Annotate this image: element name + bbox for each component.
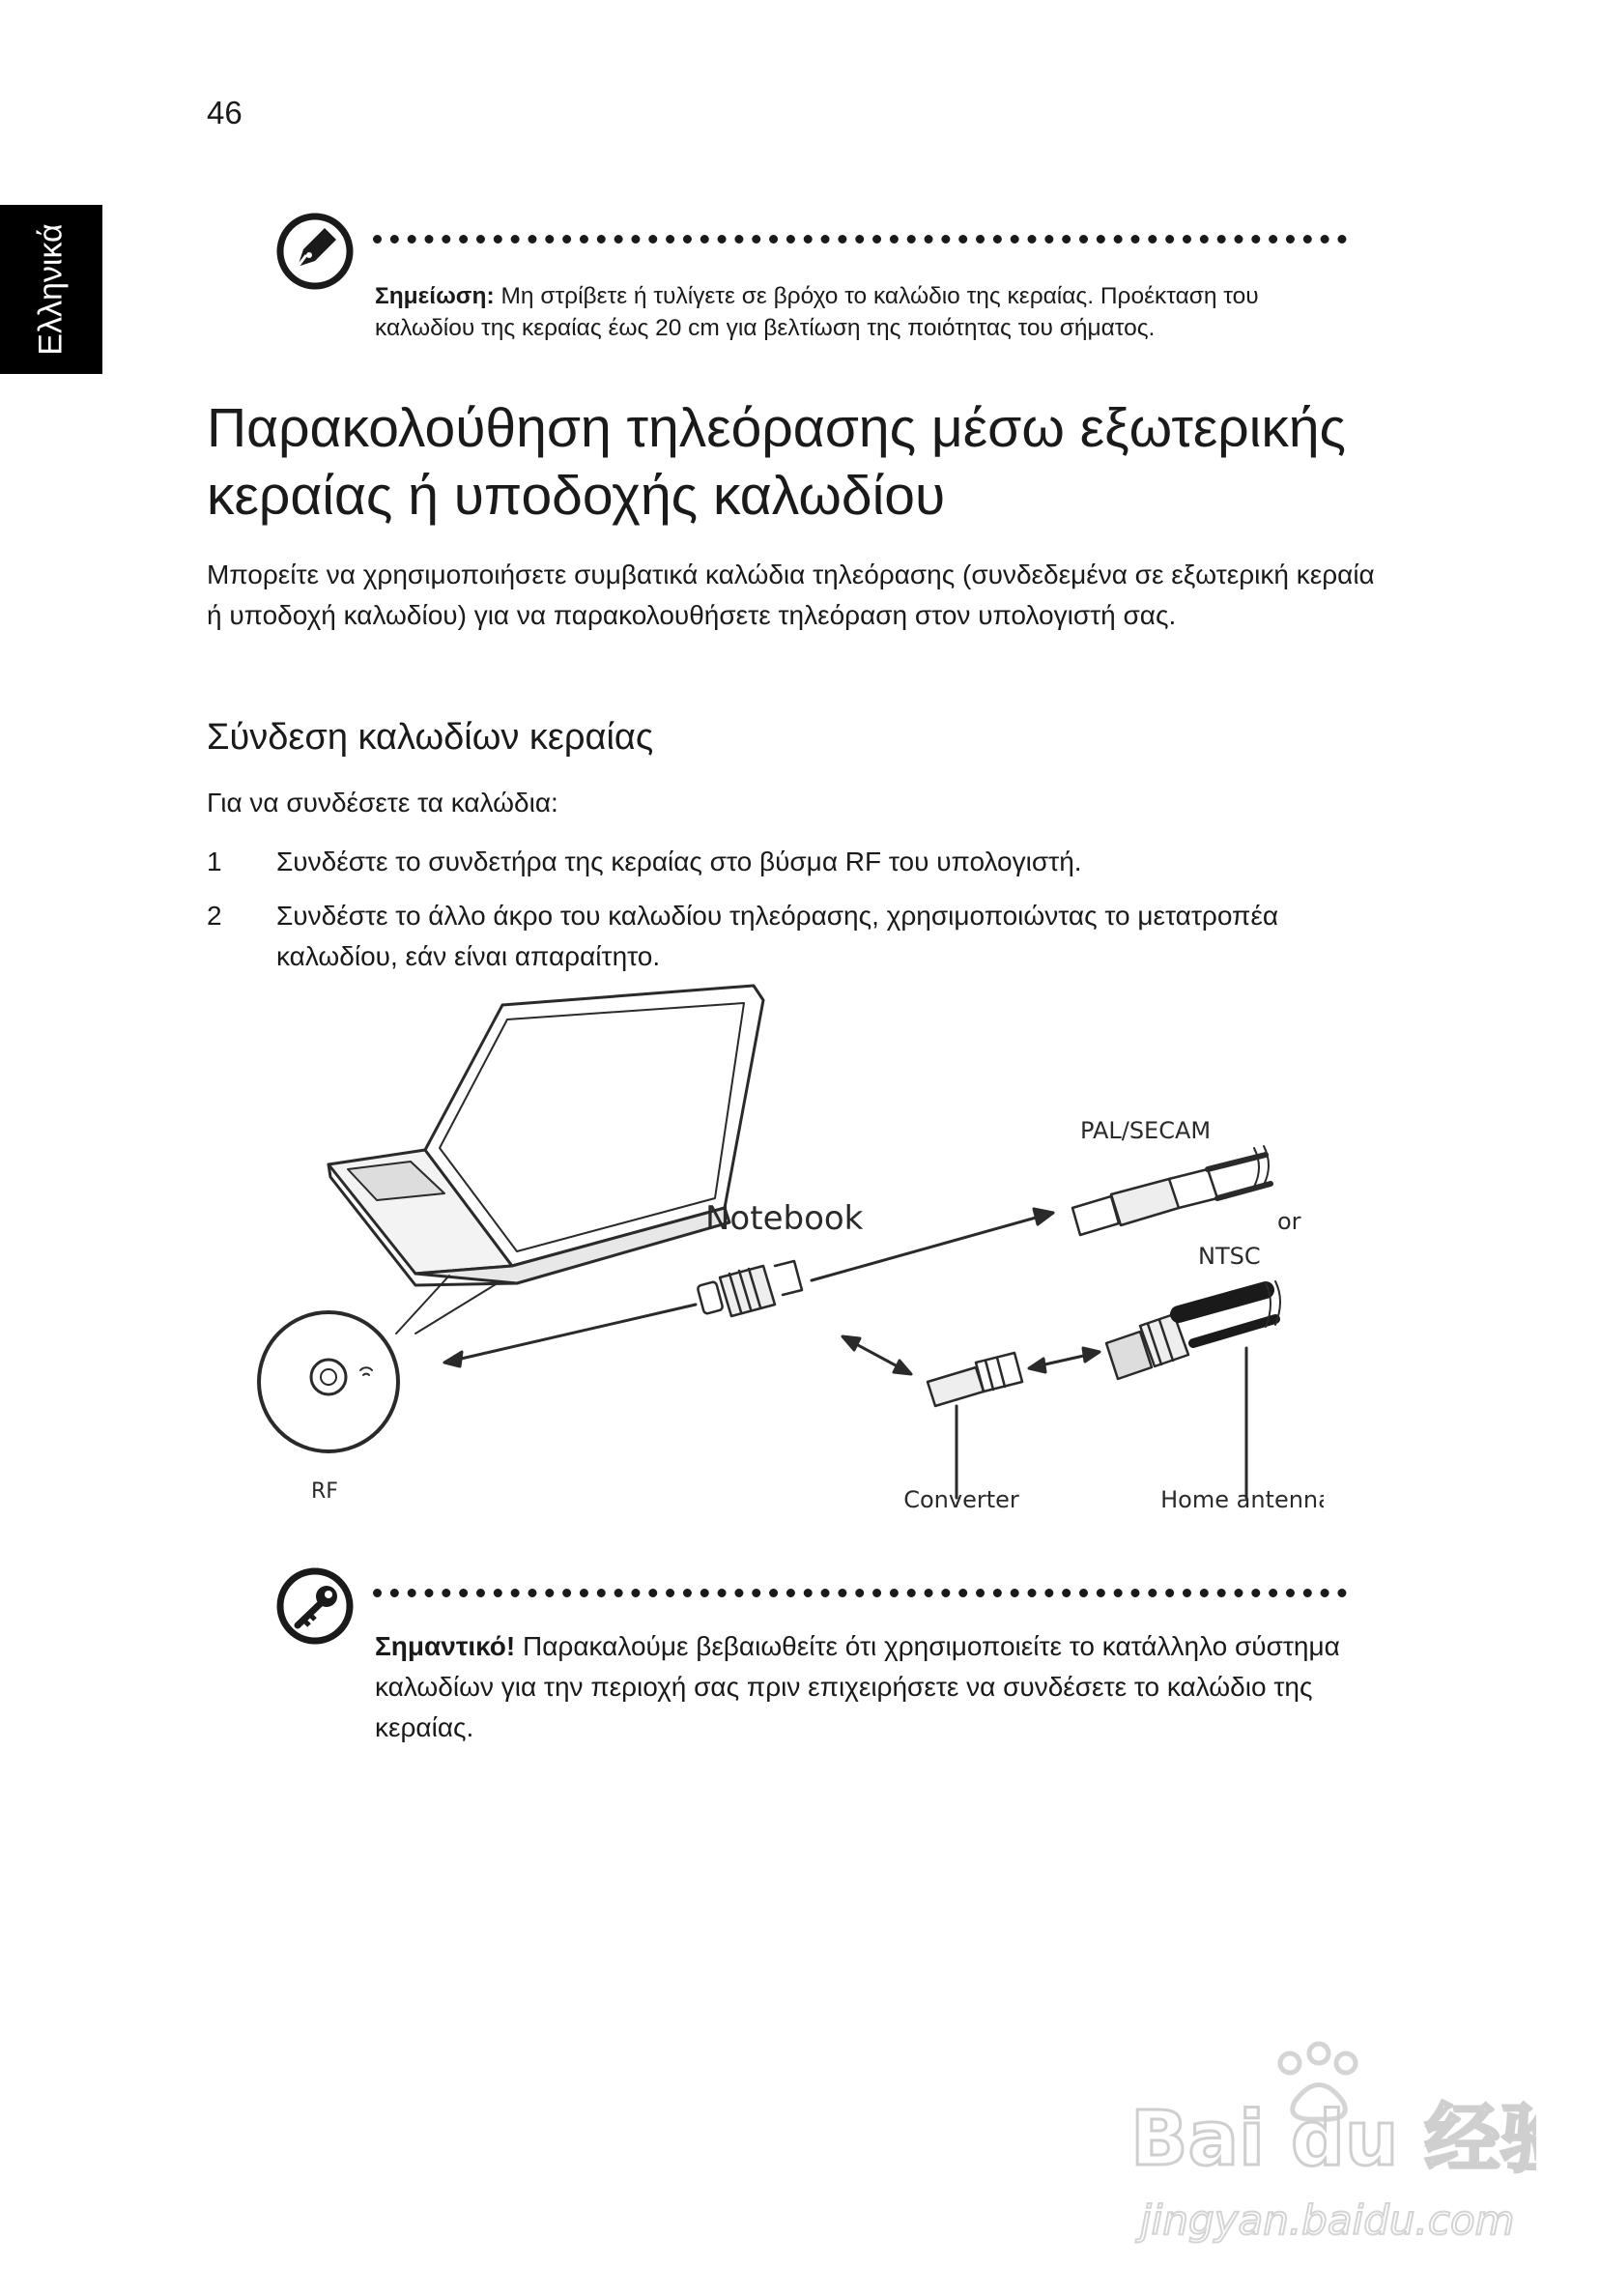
- rf-label: RF: [311, 1479, 338, 1504]
- important-label: Σημαντικό!: [375, 1631, 516, 1661]
- language-tab: [0, 205, 102, 374]
- converter-label: Converter: [903, 1486, 1019, 1513]
- step-number: 1: [207, 847, 222, 876]
- notebook-illustration: [329, 986, 763, 1285]
- home-antenna-label: Home antenna: [1160, 1486, 1324, 1513]
- or-label: or: [1277, 1208, 1301, 1235]
- steps-lead: Για να συνδέσετε τα καλώδια:: [207, 788, 558, 818]
- baidu-watermark: [1072, 2020, 1536, 2261]
- watermark-url: jingyan.baidu.com: [1140, 2196, 1515, 2244]
- pen-note-icon: [274, 211, 356, 292]
- step-item: [207, 842, 1366, 882]
- step-text: Συνδέστε το συνδετήρα της κεραίας στο βύσμα RF του υπολογιστή.: [276, 847, 1082, 876]
- important-body: Παρακαλούμε βεβαιωθείτε ότι χρησιμοποιείτε το κατάλληλο σύστημα καλωδίων για την περιοχή σας πριν επιχειρήσετε να συνδέσετε το καλώδιο της κεραίας.: [375, 1631, 1340, 1742]
- step-item: [207, 896, 1366, 977]
- ntsc-label: NTSC: [1198, 1243, 1261, 1270]
- note-body: Μη στρίβετε ή τυλίγετε σε βρόχο το καλώδιο της κεραίας. Προέκταση του καλωδίου της κεραίας έως 20 cm για βελτίωση της ποιότητας του σήματος.: [375, 283, 1259, 341]
- step-number: 2: [207, 901, 222, 931]
- key-icon: [274, 1565, 356, 1647]
- section-title: Παρακολούθηση τηλεόρασης μέσω εξωτερικής κεραίας ή υποδοχής καλωδίου: [207, 397, 1347, 527]
- intro-paragraph: Μπορείτε να χρησιμοποιήσετε συμβατικά καλώδια τηλεόρασης (συνδεδεμένα σε εξωτερική κεραία ή υποδοχή καλωδίου) για να παρακολουθήσετε τηλεόραση στον υπολογιστή σας.: [207, 560, 1375, 630]
- watermark-brand: Bai du 经验: [1130, 2096, 1536, 2183]
- language-tab-label: Ελληνικά: [32, 223, 70, 356]
- important-divider: [373, 1589, 1347, 1597]
- note-text: [375, 280, 1341, 344]
- note-label: Σημείωση:: [375, 283, 495, 309]
- subsection-title: Σύνδεση καλωδίων κεραίας: [207, 717, 654, 758]
- note-divider: [373, 235, 1347, 244]
- notebook-label: Notebook: [705, 1199, 864, 1238]
- antenna-connection-diagram: [242, 976, 1324, 1536]
- page-number: 46: [207, 95, 243, 130]
- important-text: [375, 1626, 1351, 1748]
- pal-secam-label: PAL/SECAM: [1080, 1117, 1212, 1144]
- step-text: Συνδέστε το άλλο άκρο του καλωδίου τηλεόρασης, χρησιμοποιώντας το μετατροπέα καλωδίου, εάν είναι απαραίτητο.: [276, 901, 1279, 971]
